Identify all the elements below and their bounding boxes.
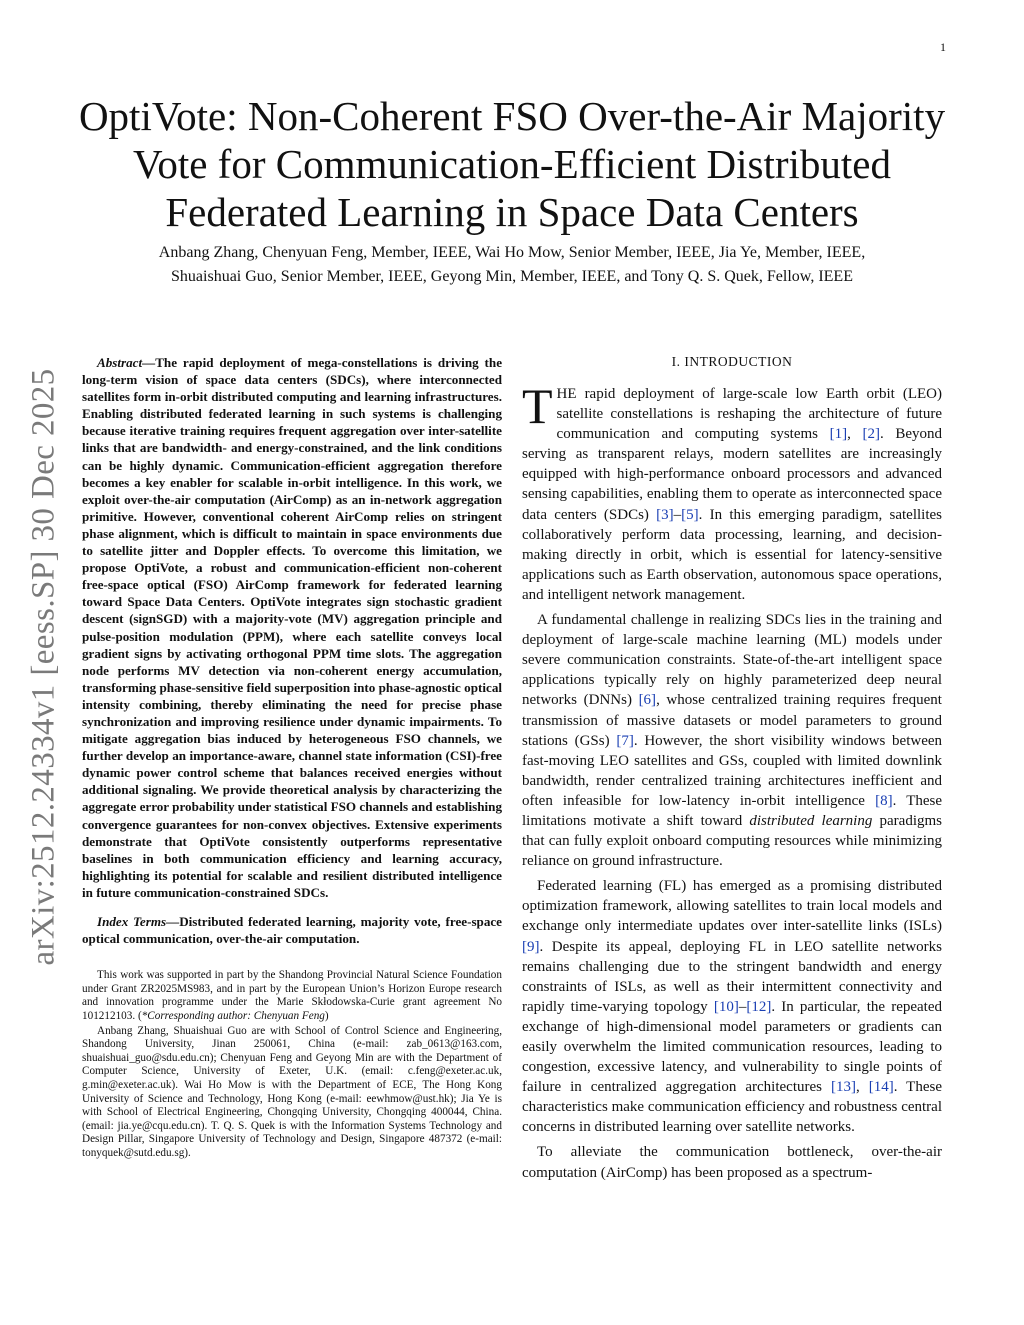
index-terms-text: Distributed federated learning, majority vote, free-space optical communication, over-the-air computation.: [82, 914, 502, 947]
emphasis-text: distributed learning: [749, 812, 873, 829]
footnotes: [82, 969, 502, 1160]
text-run: paradigms that can fully exploit onboard computing resources while minimizing reliance on ground infrastructure.: [522, 812, 942, 870]
intro-paragraph-4: To alleviate the communication bottleneck, over-the-air computation (AirComp) has been proposed as a spectrum-: [522, 1144, 942, 1181]
page-number: 1: [940, 40, 946, 54]
intro-paragraph-3: [522, 876, 942, 1137]
text-run: –: [673, 506, 682, 523]
abstract: [82, 354, 502, 901]
text-run: –: [738, 998, 747, 1015]
text-run: . In this emerging paradigm, satellites collaboratively perform data processing, learning, and decision-making directly in orbit, which is essential for latency-sensitive applications such as Earth observation, autonomous space operations, and intelligent network management.: [522, 506, 942, 603]
citation-link[interactable]: [9]: [522, 938, 540, 955]
citation-link[interactable]: [12]: [746, 998, 772, 1015]
citation-link[interactable]: [2]: [862, 426, 880, 443]
arxiv-id[interactable]: arXiv:2512.24334v1 [eess.SP] 30 Dec 2025: [25, 368, 62, 966]
citation-link[interactable]: [7]: [616, 732, 634, 749]
citation-link[interactable]: [1]: [829, 426, 848, 443]
affiliations-footnote: Anbang Zhang, Shuaishuai Guo are with School of Control Science and Engineering, Shandong University, Jinan 250061, China (e-mail: zab_0613@163.com, shuaishuai_guo@sdu.edu.cn); Chenyuan Feng and Geyong Min are with the Department of Computer Science, University of Exeter, U.K. (email: c.feng@exeter.ac.uk, g.min@exeter.ac.uk). Wai Ho Mow is with the Department of ECE, The Hong Kong University of Science and Technology, Hong Kong (e-mail: eewhmow@ust.hk); Jia Ye is with School of Electrical Engineering, Chongqing University, Chongqing 400044, China. (email: jia.ye@cqu.edu.cn). T. Q. S. Quek is with the Information Systems Technology and Design Pillar, Singapore University of Technology and Design, Singapore 487372 (e-mail: tonyquek@sutd.edu.sg).: [82, 1024, 502, 1159]
text-run: . In particular, the repeated exchange of high-dimensional model parameters or gradients can easily overwhelm the limited communication resources, leading to congestion, excessive latency, and vulnerability to single points of failure in centralized aggregation architectures: [522, 998, 942, 1096]
citation-link[interactable]: [10]: [713, 998, 739, 1015]
authors-line-1: Anbang Zhang, Chenyuan Feng, Member, IEEE, Wai Ho Mow, Senior Member, IEEE, Jia Ye, Member, IEEE,: [158, 244, 866, 261]
text-run: Federated learning (FL) has emerged as a promising distributed optimization framework, allowing satellites to train local models and exchange only intermediate updates over inter-satellite links (ISLs): [522, 878, 942, 935]
citation-link[interactable]: [6]: [638, 692, 657, 709]
funding-text: This work was supported in part by the Shandong Provincial Natural Science Foundation under Grant ZR2025MS983, and in part by the European Union’s Horizon Europe research and innovation programme under the Marie Skłodowska-Curie grant agreement No 101212103. (: [82, 969, 502, 1022]
index-terms-label: Index Terms—: [97, 914, 180, 929]
section-heading-introduction: I. INTRODUCTION: [671, 354, 793, 369]
authors-line-2: Shuaishuai Guo, Senior Member, IEEE, Geyong Min, Member, IEEE, and Tony Q. S. Quek, Fellow, IEEE: [171, 268, 853, 285]
text-run: . Beyond serving as transparent relays, modern satellites are increasingly equipped with high-performance onboard processors and advanced sensing capabilities, enabling them to operate as interconnected space data centers (SDCs): [522, 426, 942, 523]
title-line-2: Vote for Communication-Efficient Distributed: [133, 141, 891, 187]
title-line-3: Federated Learning in Space Data Centers: [165, 189, 859, 235]
right-column: [522, 354, 942, 1188]
title-line-1: OptiVote: Non-Coherent FSO Over-the-Air Majority: [78, 93, 946, 139]
citation-link[interactable]: [8]: [875, 792, 893, 809]
author-list: [60, 241, 964, 289]
text-run: HE rapid deployment of large-scale low Earth orbit (LEO) satellite constellations is reshaping the architecture of future communication and computing systems: [556, 386, 942, 443]
citation-link[interactable]: [14]: [868, 1079, 894, 1096]
text-run: . However, the short visibility windows between fast-moving LEO satellites and GSs, coupled with limited downlink bandwidth, render centralized training architectures inefficient and often infeasible for low-latency in-orbit intelligence: [522, 732, 943, 809]
citation-link[interactable]: [13]: [830, 1079, 856, 1096]
index-terms: [82, 913, 502, 947]
text-run: . These characteristics make communication efficiency and robustness central concerns in distributed learning over satellite networks.: [522, 1079, 943, 1136]
abstract-label: Abstract—: [97, 355, 156, 370]
funding-footnote: This work was supported in part by the Shandong Provincial Natural Science Foundation under Grant ZR2025MS983, and in part by the European Union’s Horizon Europe research and innovation programme under the Marie Skłodowska-Curie grant agreement No 101212103. (*Corresponding author: Chenyuan Feng): [82, 969, 502, 1022]
citation-link[interactable]: [3]: [656, 506, 674, 523]
text-run: A fundamental challenge in realizing SDCs lies in the training and deployment of large-scale machine learning (ML) models under severe communication constraints. State-of-the-art intelligent space applications typically rely on highly parameterized deep neural networks (DNNs): [522, 612, 942, 709]
abstract-text: The rapid deployment of mega-constellations is driving the long-term vision of space data centers (SDCs), where interconnected satellites form in-orbit distributed computing and learning infrastructures. Enabling distributed federated learning in such systems is challenging because iterative training requires frequent aggregation over inter-satellite links that are bandwidth- and energy-constrained, and the link conditions can be highly dynamic. Communication-efficient aggregation therefore becomes a key enabler for scalable in-orbit intelligence. In this work, we exploit over-the-air computation (AirComp) as an in-network aggregation primitive. However, conventional coherent AirComp relies on stringent phase alignment, which is difficult to maintain in space environments due to satellite jitter and Doppler effects. To overcome this limitation, we propose OptiVote, a robust and communication-efficient non-coherent free-space optical (FSO) AirComp framework for federated learning toward Space Data Centers. OptiVote integrates sign stochastic gradient descent (signSGD) with a majority-vote (MV) aggregation principle and pulse-position modulation (PPM), where each satellite conveys local gradient signs by activating orthogonal PPM time slots. The aggregation node performs MV detection via non-coherent energy accumulation, transforming phase-sensitive field superposition into phase-agnostic optical intensity combining, thereby eliminating the need for precise phase synchronization and improving resilience under dynamic impairments. To mitigate aggregation bias induced by heterogeneous FSO channels, we further develop an importance-aware, channel state information (CSI)-free dynamic power control scheme that balances received energies without additional signaling. We provide theoretical analysis by characterizing the aggregate error probability under statistical FSO channels and establishing convergence guarantees for non-convex objectives. Extensive experiments demonstrate that OptiVote consistently outperforms representative baselines in both communication efficiency and learning accuracy, highlighting its potential for scalable and resilient distributed intelligence in future communication-constrained SDCs.: [82, 355, 503, 900]
text-run: . These limitations motivate a shift toward: [522, 792, 943, 829]
text-run: . Despite its appeal, deploying FL in LEO satellite networks remains challenging due to the stringent bandwidth and energy constraints of ISLs, as well as their intermittent connectivity and rapidly time-varying topology: [522, 938, 942, 1015]
paper-title: [60, 92, 964, 236]
text-run: , whose centralized training requires frequent transmission of massive datasets or model parameters to ground stations (GSs): [522, 692, 942, 749]
text-run: ,: [847, 426, 863, 443]
citation-link[interactable]: [5]: [681, 506, 699, 523]
text-run: ,: [855, 1079, 869, 1096]
intro-paragraph-1: [522, 378, 942, 605]
drop-cap: T: [522, 378, 553, 434]
intro-paragraph-2: [522, 610, 942, 871]
corresponding-author: *Corresponding author: Chenyuan Feng: [141, 1009, 325, 1022]
left-column: [82, 354, 502, 1162]
arxiv-stamp: [22, 362, 66, 972]
